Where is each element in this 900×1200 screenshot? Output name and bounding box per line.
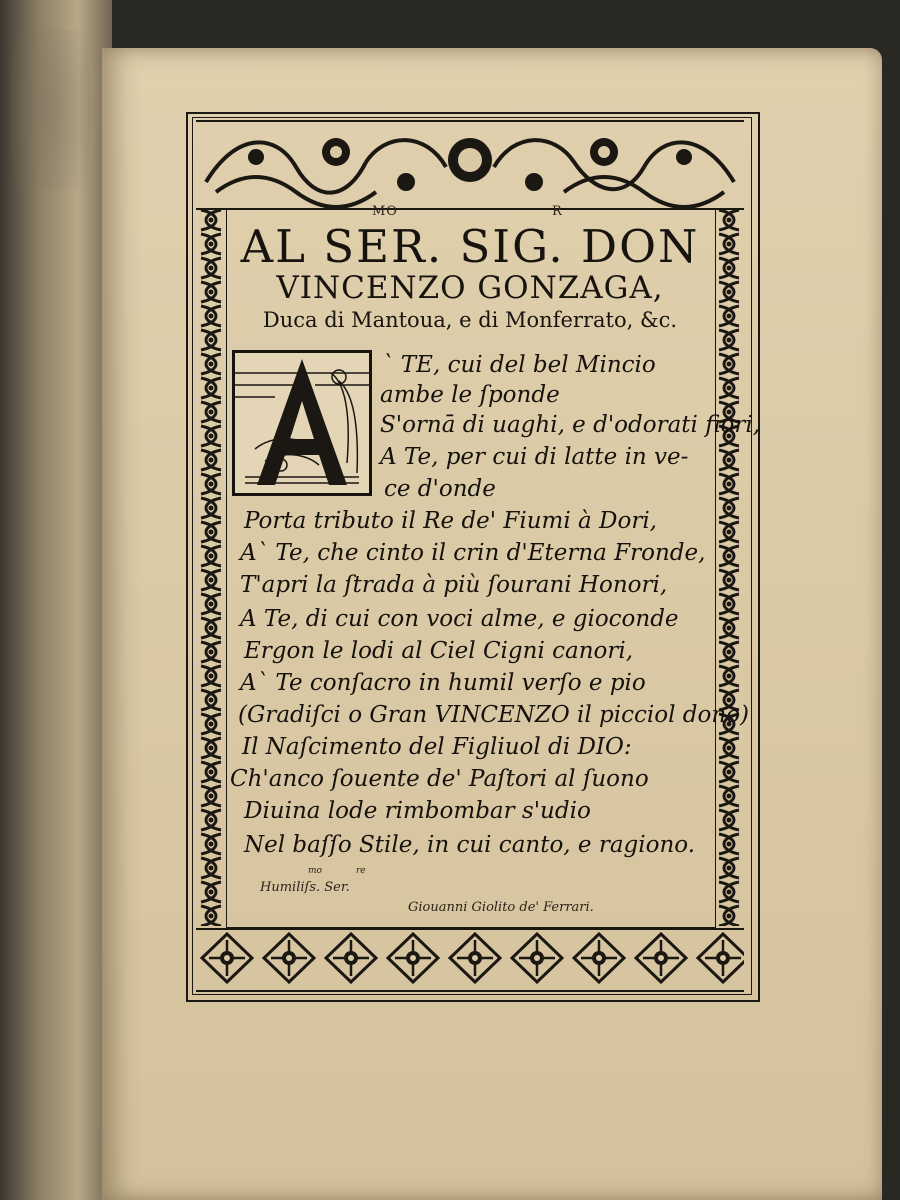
verse-line-2: ambe le ſponde bbox=[380, 382, 560, 408]
verse-line-8: T'apri la ſtrada à più ſourani Honori, bbox=[240, 572, 668, 598]
verse-line-5: ce d'onde bbox=[384, 476, 496, 502]
signature-author: Giouanni Giolito de' Ferrari. bbox=[408, 900, 594, 915]
title-superscript-r: R bbox=[552, 204, 563, 219]
title-line-2: VINCENZO GONZAGA, bbox=[276, 270, 664, 306]
signature-superscript-mo: mo bbox=[308, 866, 322, 876]
headpiece-ornament bbox=[196, 120, 744, 210]
verse-line-3: S'ornā di uaghi, e d'odorati fiori, bbox=[380, 412, 761, 438]
verse-line-14: Ch'anco ſouente de' Paſtori al ſuono bbox=[230, 766, 649, 792]
facing-page-stain bbox=[10, 30, 90, 190]
verse-line-1: ` TE, cui del bel Mincio bbox=[382, 352, 656, 378]
title-line-3: Duca di Mantoua, e di Monferrato, &c. bbox=[262, 308, 678, 332]
verse-line-6: Porta tributo il Re de' Fiumi à Dori, bbox=[244, 508, 657, 534]
verse-line-13: Il Naſcimento del Figliuol di DIO: bbox=[242, 734, 632, 760]
verse-line-10: Ergon le lodi al Ciel Cigni canori, bbox=[244, 638, 634, 664]
verse-line-16: Nel baſſo Stile, in cui canto, e ragiono. bbox=[244, 832, 696, 858]
verse-line-15: Diuina lode rimbombar s'udio bbox=[244, 798, 591, 824]
verse-line-7: A` Te, che cinto il crin d'Eterna Fronde, bbox=[240, 540, 706, 566]
verse-line-9: A Te, di cui con voci alme, e gioconde bbox=[240, 606, 679, 632]
verse-line-12: (Gradiſci o Gran VINCENZO il picciol dono) bbox=[238, 702, 749, 728]
title-superscript-mo: MO bbox=[372, 204, 398, 219]
right-border-ornament bbox=[714, 208, 744, 926]
signature-humble-servant: Humiliſs. Ser. bbox=[260, 880, 350, 895]
left-border-ornament bbox=[196, 208, 226, 926]
drop-cap-woodcut bbox=[232, 350, 372, 496]
title-line-1: AL SER. SIG. DON bbox=[240, 220, 700, 273]
verse-line-11: A` Te conſacro in humil verſo e pio bbox=[240, 670, 646, 696]
facing-page bbox=[0, 0, 112, 1200]
footpiece-ornament bbox=[196, 928, 744, 992]
verse-line-4: A Te, per cui di latte in ve- bbox=[380, 444, 689, 470]
nativity-woodcut-icon bbox=[235, 353, 369, 493]
signature-superscript-re: re bbox=[356, 866, 366, 876]
